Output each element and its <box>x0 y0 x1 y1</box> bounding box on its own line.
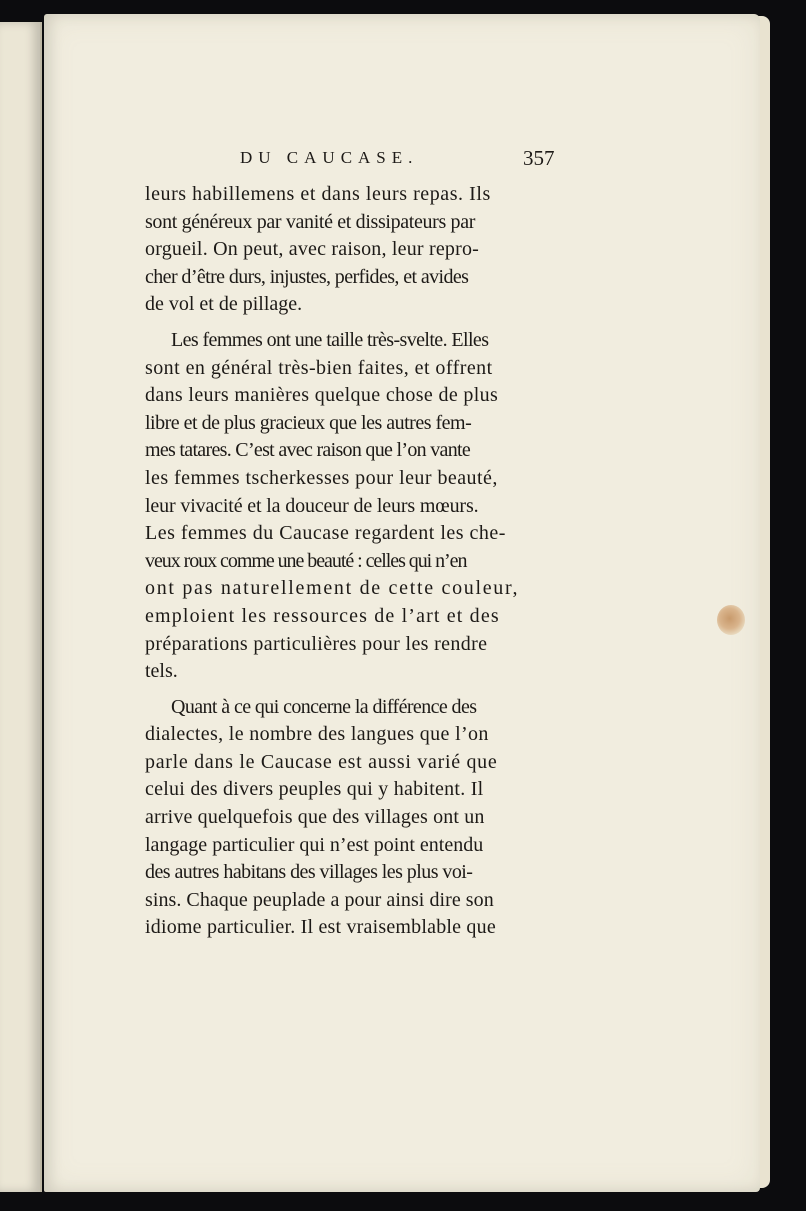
text-line: sins. Chaque peuplade a pour ainsi dire son <box>145 888 494 911</box>
text-line: Les femmes du Caucase regardent les che- <box>145 522 506 545</box>
running-title: DU CAUCASE. <box>240 148 419 167</box>
text-line: sont généreux par vanité et dissipateurs par <box>145 210 476 233</box>
text-line: celui des divers peuples qui y habitent. Il <box>145 778 484 801</box>
text-line: des autres habitans des villages les plus voi- <box>145 861 473 884</box>
text-line: arrive quelquefois que des villages ont un <box>145 806 485 829</box>
text-line: ont pas naturellement de cette couleur, <box>145 577 520 600</box>
text-line: leur vivacité et la douceur de leurs mœurs. <box>145 494 479 517</box>
text-line: langage particulier qui n’est point entendu <box>145 833 484 856</box>
text-line: emploient les ressources de l’art et des <box>145 604 500 627</box>
facing-page-edge <box>0 22 42 1192</box>
foxing-stain <box>717 605 745 635</box>
text-line: sont en général très-bien faites, et offrent <box>145 356 493 379</box>
text-line: préparations particulières pour les rendre <box>145 632 488 655</box>
text-line: veux roux comme une beauté : celles qui n’en <box>145 549 467 572</box>
text-line: mes tatares. C’est avec raison que l’on vante <box>145 439 471 462</box>
paragraph-1 <box>145 181 571 319</box>
text-line: dans leurs manières quelque chose de plus <box>145 384 499 407</box>
text-line: leurs habillemens et dans leurs repas. Ils <box>145 183 491 205</box>
text-line: dialectes, le nombre des langues que l’on <box>145 723 489 746</box>
text-line: de vol et de pillage. <box>145 293 303 316</box>
page-number: 357 <box>523 146 555 170</box>
text-line: tels. <box>145 660 178 683</box>
body-text <box>145 181 571 942</box>
text-line: Quant à ce qui concerne la différence des <box>171 695 477 718</box>
text-line: les femmes tscherkesses pour leur beauté, <box>145 466 498 489</box>
text-line: Les femmes ont une taille très-svelte. Elles <box>171 328 489 351</box>
text-line: parle dans le Caucase est aussi varié que <box>145 750 498 773</box>
text-line: idiome particulier. Il est vraisemblable que <box>145 916 496 939</box>
paragraph-3 <box>145 694 571 942</box>
text-line: orgueil. On peut, avec raison, leur repro- <box>145 238 480 261</box>
paragraph-2 <box>145 327 571 686</box>
text-line: libre et de plus gracieux que les autres fem- <box>145 411 472 434</box>
text-line: cher d’être durs, injustes, perfides, et avides <box>145 265 469 288</box>
